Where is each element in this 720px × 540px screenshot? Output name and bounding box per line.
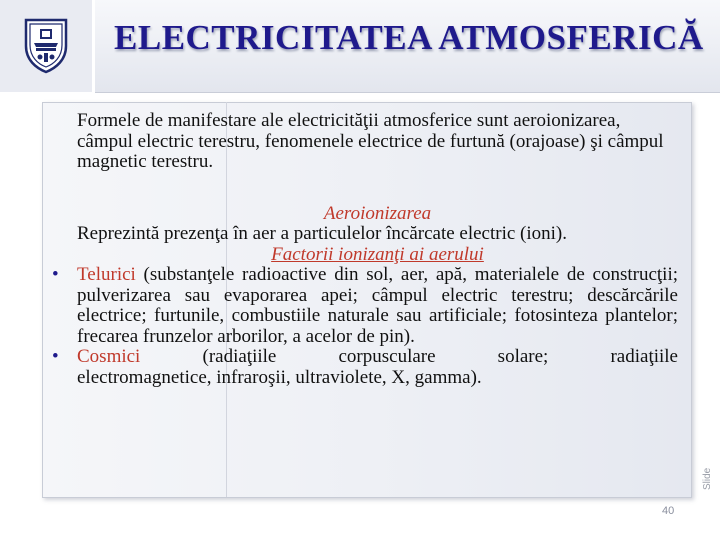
bullet-text: (radiaţiile corpusculare solare; radiaţiile xyxy=(140,346,678,367)
spacer xyxy=(48,173,678,204)
factors-heading: Factorii ionizanţi ai aerului xyxy=(271,243,484,265)
slide-body xyxy=(48,111,678,388)
slide-title: ELECTRICITATEA ATMOSFERICĂ xyxy=(114,18,704,57)
university-crest-icon xyxy=(22,16,70,74)
section-heading: Aeroionizarea xyxy=(323,202,432,224)
side-label: Slide xyxy=(702,467,713,490)
bullet-line: electromagnetice, infraroşii, ultraviolete, X, gamma). xyxy=(77,366,482,388)
list-item xyxy=(52,346,678,388)
bullet-line xyxy=(52,346,678,368)
bullet-icon: • xyxy=(52,346,59,367)
bullet-text: (substanţele radioactive din sol, aer, apă, materialele de construcţii; pulverizarea sau evaporarea apei; câmpul electric terestru; descărcările electrice; furtunile, combustiile naturale sau artificiale; fotosinteza plantelor; frecarea frunzelor arborilor, a acelor de pin). xyxy=(77,264,678,347)
logo-box xyxy=(0,0,92,92)
bullet-icon: • xyxy=(52,264,59,285)
definition-paragraph: Reprezintă prezenţa în aer a particulelor încărcate electric (ioni). xyxy=(77,223,568,244)
bullet-term: Cosmici xyxy=(77,346,141,367)
page-number: 40 xyxy=(662,505,675,517)
intro-paragraph: Formele de manifestare ale electricităţii atmosferice sunt aeroionizarea, câmpul electric terestru, fenomenele electrice de furtună (orajoase) şi câmpul magnetic terestru. xyxy=(77,110,664,172)
list-item xyxy=(52,264,678,347)
slide-header xyxy=(0,0,720,95)
bullet-term: Telurici xyxy=(77,264,136,285)
factors-list xyxy=(48,265,678,388)
